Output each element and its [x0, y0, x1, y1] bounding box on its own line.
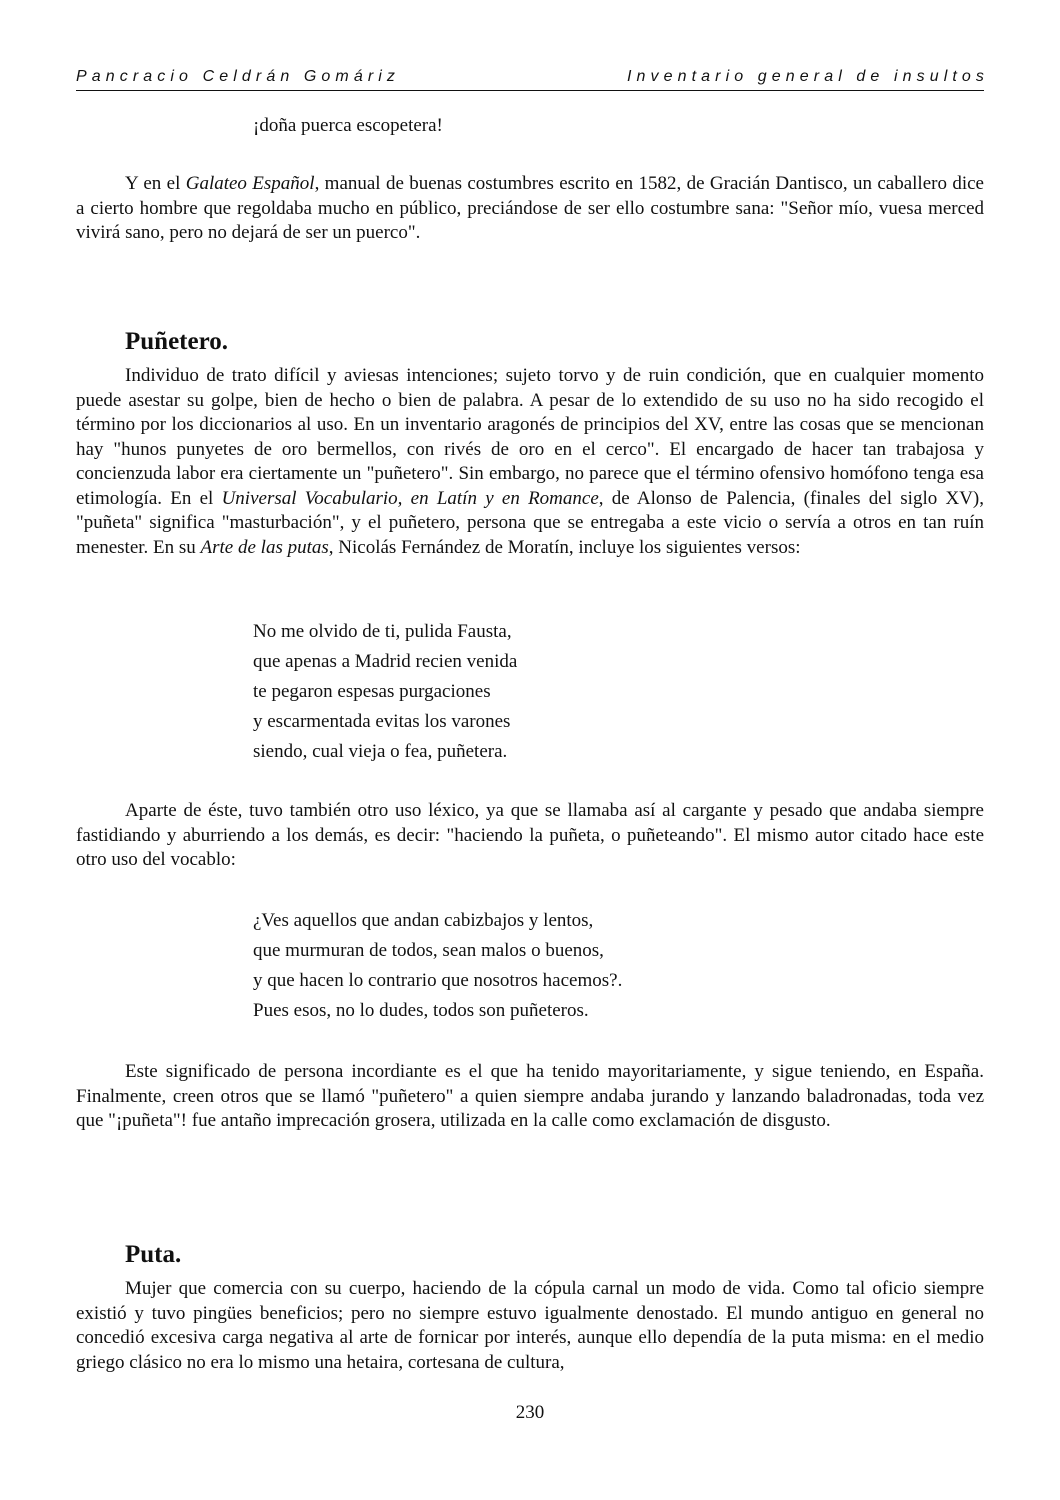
section-heading-puta: Puta.: [125, 1241, 182, 1268]
work-title-arte-de-las-putas: Arte de las putas: [200, 536, 329, 558]
running-header: [76, 66, 989, 91]
verse-line: te pegaron espesas purgaciones: [253, 681, 491, 702]
top-quote: ¡doña puerca escopetera!: [253, 115, 443, 136]
page-number: 230: [515, 1402, 545, 1423]
work-title-galateo: Galateo Español: [185, 173, 315, 194]
work-title-universal-vocabulario: Universal Vocabulario, en Latín y en Romance: [221, 487, 599, 509]
header-book-title: Inventario general de insultos: [626, 68, 989, 85]
verse-line: y que hacen lo contrario que nosotros hacemos?.: [253, 970, 623, 991]
header-author: Pancracio Celdrán Gomáriz: [76, 68, 401, 85]
verse-line: siendo, cual vieja o fea, puñetera.: [253, 741, 508, 762]
punetero-paragraph-2: Aparte de éste, tuvo también otro uso léxico, ya que se llamaba así al cargante y pesado que andaba siempre fastidiando y aburriendo a los demás, es decir: "haciendo la puñeta, o puñeteando". El mismo autor citado hace este otro uso del vocablo:: [76, 800, 984, 870]
verse-line: que apenas a Madrid recien venida: [253, 651, 518, 672]
verse-line: y escarmentada evitas los varones: [253, 711, 511, 732]
verse-line: ¿Ves aquellos que andan cabizbajos y lentos,: [253, 910, 594, 931]
section-heading-punetero: Puñetero.: [125, 328, 228, 355]
verse-line: Pues esos, no lo dudes, todos son puñeteros.: [253, 1000, 589, 1021]
punetero-paragraph-1: Individuo de trato difícil y aviesas intenciones; sujeto torvo y de ruin condición, que en cualquier momento puede asestar su golpe, bien de hecho o bien de palabra. A pesar de lo extendido de su uso no ha sido recogido el término por los diccionarios al uso. En un inventario aragonés de principios del XV, entre las cosas que se mencionan hay "hunos punyetes de oro bermellos, con rivés de oro en el cerco". El encargado de hacer tan trabajosa y concienzuda labor era ciertamente un "puñetero". Sin embargo, no parece que el término ofensivo homófono tenga esa etimología. En el Universal Vocabulario, en Latín y en Romance, de Alonso de Palencia, (finales del siglo XV), "puñeta" significa "masturbación", y el puñetero, persona que se entregaba a este vicio o servía a otros en tan ruín menester. En su Arte de las putas, Nicolás Fernández de Moratín, incluye los siguientes versos:: [76, 365, 984, 558]
verse-line: que murmuran de todos, sean malos o buenos,: [253, 940, 604, 961]
puta-paragraph-1: Mujer que comercia con su cuerpo, haciendo de la cópula carnal un modo de vida. Como tal oficio siempre existió y tuvo pingües beneficios; pero no siempre estuvo igualmente denostado. El mundo antiguo en general no concedió excesiva carga negativa al arte de fornicar por interés, aunque ello dependía de la puta misma: en el medio griego clásico no era lo mismo una hetaira, cortesana de cultura,: [76, 1278, 984, 1373]
verse-line: No me olvido de ti, pulida Fausta,: [253, 621, 512, 642]
intro-paragraph: Y en el Galateo Español, manual de buenas costumbres escrito en 1582, de Gracián Dantisco, un caballero dice a cierto hombre que regoldaba mucho en público, preciándose de ser ello costumbre sana: "Señor mío, vuesa merced vivirá sano, pero no dejará de ser un puerco".: [76, 173, 984, 243]
punetero-paragraph-3: Este significado de persona incordiante es el que ha tenido mayoritariamente, y sigue teniendo, en España. Finalmente, creen otros que se llamó "puñetero" a quien siempre andaba jurando y lanzando baladronadas, toda vez que "¡puñeta"! fue antaño imprecación grosera, utilizada en la calle como exclamación de disgusto.: [76, 1061, 984, 1131]
